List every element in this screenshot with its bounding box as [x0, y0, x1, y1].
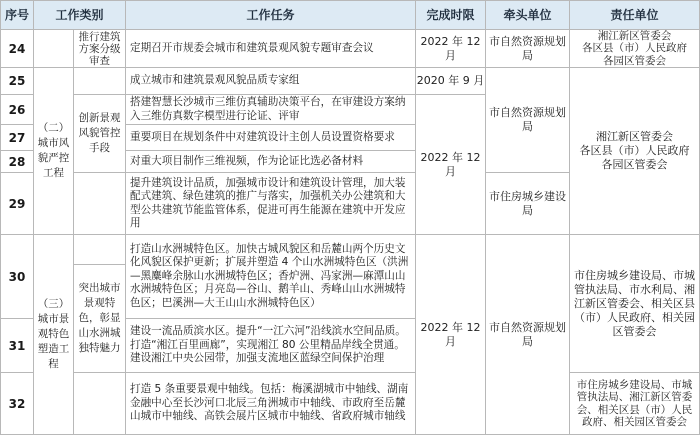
category-group-3-label: （三）城市景观特色塑造工程 [37, 298, 70, 370]
task-27 [126, 125, 416, 151]
task-28 [126, 151, 416, 173]
lead-29-text: 市住房城乡建设局 [489, 189, 566, 217]
row-no-30 [0, 235, 34, 319]
header-category [34, 0, 126, 30]
header-task-label: 工作任务 [246, 8, 295, 22]
row-no-32 [0, 373, 34, 435]
row-no-32-label: 32 [8, 396, 26, 411]
row-no-28-label: 28 [8, 154, 26, 169]
row-no-30-label: 30 [8, 269, 26, 284]
lead-29 [486, 173, 570, 235]
deadline-25-text: 2020 年 9 月 [416, 74, 485, 87]
category-sub-26-28-label: 创新景观风貌管控手段 [78, 112, 121, 154]
deadline-30-32 [416, 235, 486, 435]
category-group-blank-24 [34, 30, 74, 68]
row-no-26 [0, 95, 34, 125]
task-26-text: 搭建智慧长沙城市三维仿真辅助决策平台，在审建设方案纳入三维仿真数字模型进行论证、评审 [130, 96, 406, 122]
row-no-28 [0, 151, 34, 173]
task-29 [126, 173, 416, 235]
category-sub-25 [74, 68, 126, 95]
lead-24 [486, 30, 570, 68]
header-deadline [416, 0, 486, 30]
category-sub-30-32 [74, 265, 126, 373]
task-26 [126, 95, 416, 125]
row-no-25-label: 25 [8, 74, 26, 88]
header-task [126, 0, 416, 30]
task-24-text: 定期召开市规委会城市和建筑景观风貌专题审查会议 [130, 41, 374, 54]
responsible-32 [570, 373, 700, 435]
responsible-24 [570, 30, 700, 68]
deadline-26-29-text: 2022 年 12 月 [420, 150, 481, 178]
deadline-26-29 [416, 95, 486, 235]
lead-25-28 [486, 68, 570, 173]
category-group-2-label: （二）城市风貌严控工程 [37, 122, 70, 179]
responsible-30-31 [570, 235, 700, 373]
row-no-25 [0, 68, 34, 95]
task-31-text: 建设一流品质滨水区。提升“一江六河”沿线滨水空间品质。打造“湘江百里画廊”，实现湘江 80 公里精品岸线全贯通。建设湘江中央公园带，加强支流地区蓝绿空间保护治理 [130, 325, 406, 365]
row-no-24 [0, 30, 34, 68]
deadline-30-32-text: 2022 年 12 月 [420, 320, 481, 348]
row-no-31 [0, 319, 34, 373]
category-sub-26-28 [74, 95, 126, 173]
category-group-2 [34, 68, 74, 235]
deadline-24 [416, 30, 486, 68]
category-sub-24 [74, 30, 126, 68]
header-no [0, 0, 34, 30]
header-lead [486, 0, 570, 30]
lead-30-32-text: 市自然资源规划局 [489, 320, 566, 348]
row-no-26-label: 26 [8, 102, 26, 117]
row-no-29 [0, 173, 34, 235]
header-deadline-label: 完成时限 [426, 8, 475, 22]
category-group-3 [34, 235, 74, 435]
task-29-text: 提升建筑设计品质，加强城市设计和建筑设计管理，加大装配式建筑、绿色建筑的推广与落实，加强机关办公建筑和大型公共建筑节能监管体系，促进可再生能源在建筑中开发应用 [130, 176, 406, 229]
responsible-25-29-text: 湘江新区管委会 各区县（市）人民政府 各园区管委会 [579, 130, 690, 171]
task-30 [126, 235, 416, 319]
row-no-27 [0, 125, 34, 151]
category-sub-32-bottom [74, 373, 126, 435]
row-no-27-label: 27 [8, 130, 26, 145]
category-sub-29 [74, 173, 126, 235]
task-32-text: 打造 5 条重要景观中轴线。包括：梅溪湖城市中轴线、湖南金融中心至长沙河口北辰三角洲城市中轴线、市政府至岳麓山城市中轴线、高铁会展片区城市中轴线、省政府城市轴线 [130, 383, 409, 423]
task-31 [126, 319, 416, 373]
header-responsible-label: 责任单位 [610, 8, 659, 22]
task-24 [126, 30, 416, 68]
row-no-31-label: 31 [8, 338, 26, 353]
header-responsible [570, 0, 700, 30]
task-32 [126, 373, 416, 435]
lead-30-32 [486, 235, 570, 435]
lead-25-28-text: 市自然资源规划局 [489, 106, 566, 133]
lead-24-text: 市自然资源规划局 [489, 34, 566, 62]
responsible-30-31-text: 市住房城乡建设局、市城管执法局、市水利局、湘江新区管委会、相关区县（市）人民政府、相关园区管委会 [574, 268, 695, 338]
row-no-29-label: 29 [8, 196, 26, 211]
task-25-text: 成立城市和建筑景观风貌品质专家组 [130, 74, 300, 87]
header-no-label: 序号 [4, 8, 29, 22]
header-lead-label: 牵头单位 [503, 8, 552, 22]
category-sub-30-32-label: 突出城市景观特色，彰显山水洲城独特魅力 [78, 282, 121, 354]
deadline-24-text: 2022 年 12 月 [420, 34, 481, 62]
header-category-label: 工作类别 [55, 8, 104, 22]
category-sub-30-top [74, 235, 126, 265]
task-27-text: 重要项目在规划条件中对建筑设计主创人员设置资格要求 [130, 130, 395, 143]
row-no-24-label: 24 [8, 41, 26, 56]
responsible-25-29 [570, 68, 700, 235]
task-25 [126, 68, 416, 95]
responsible-32-text: 市住房城乡建设局、市城管执法局、湘江新区管委会、相关区县（市）人民政府、相关园区管委会 [576, 378, 693, 428]
task-30-text: 打造山水洲城特色区。加快古城风貌区和岳麓山两个历史文化风貌区保护更新；扩展并塑造 4 个山水洲城特色区（洪洲—黑麋峰余脉山水洲城特色区；香炉洲、冯家洲—麻潭山山水洲城特色区；月亮岛—谷山、鹅羊山、秀峰山山水洲城特色区；巴溪洲—大王山山水洲城特色区） [130, 242, 409, 309]
responsible-24-text: 湘江新区管委会 各区县（市）人民政府 各园区管委会 [582, 30, 687, 67]
category-sub-24-label: 推行建筑方案分级审查 [78, 30, 121, 67]
task-28-text: 对重大项目制作三维视频，作为论证比选必备材料 [130, 154, 364, 167]
deadline-25 [416, 68, 486, 95]
